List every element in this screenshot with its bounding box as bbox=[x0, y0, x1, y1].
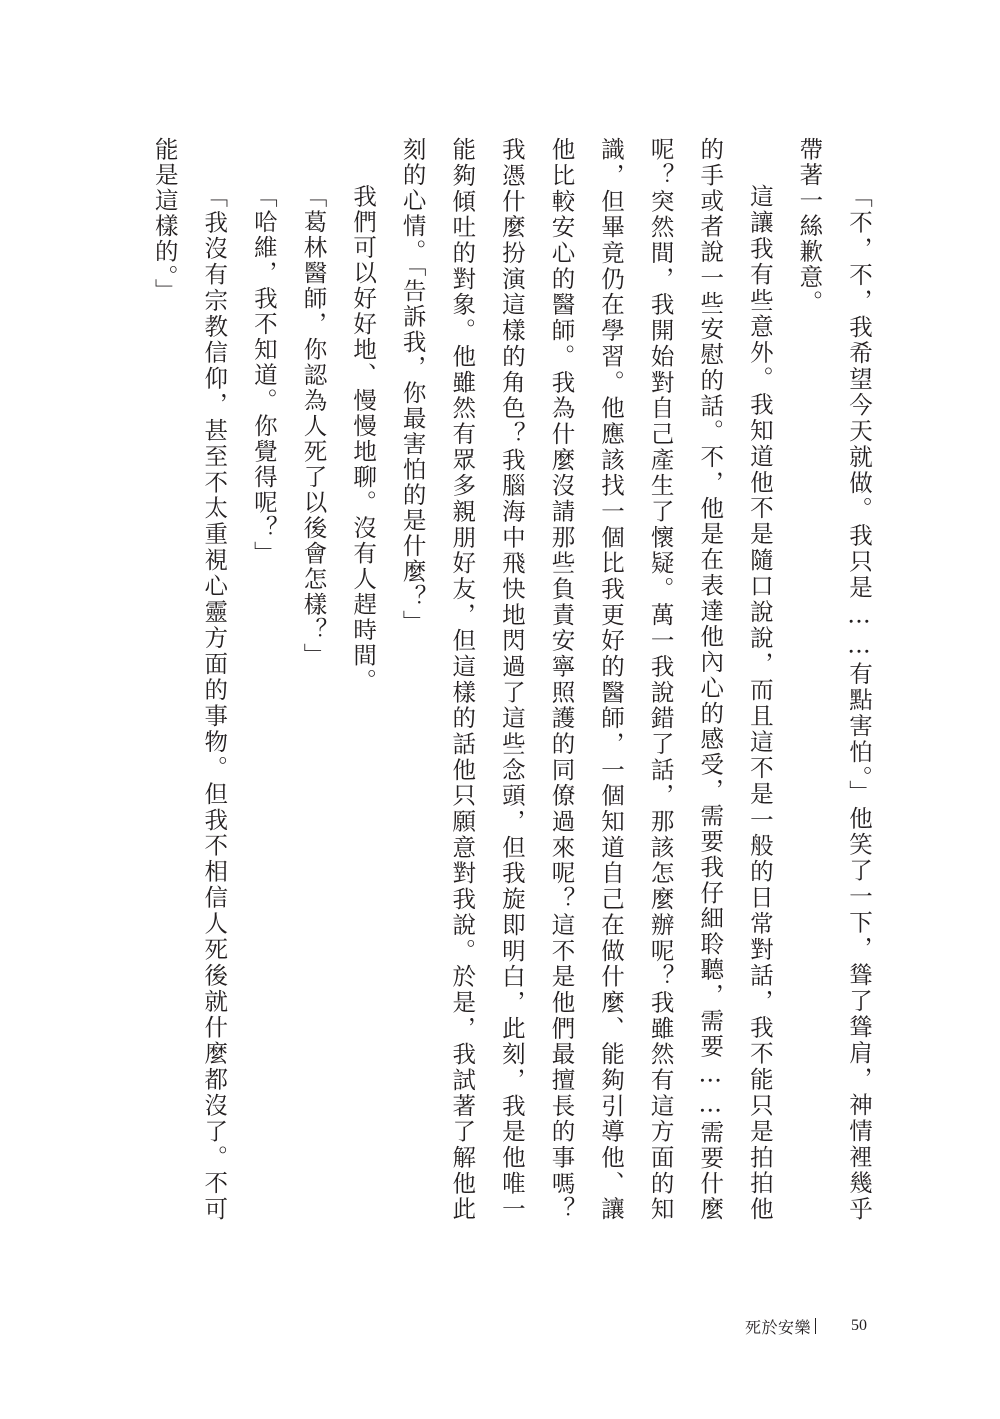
paragraph-4: 「葛林醫師，你認為人死了以後會怎樣？」 bbox=[299, 184, 328, 669]
paragraph-6: 「我沒有宗教信仰，甚至不太重視心靈方面的事物。但我不相信人死後就什麼都沒了。不可能是這樣的。」 bbox=[150, 137, 229, 1222]
paragraph-1: 「不，不，我希望今天就做。我只是……有點害怕。」他笑了一下，聳了聳肩，神情裡幾乎帶著一絲歉意。 bbox=[795, 137, 873, 1222]
running-footer bbox=[745, 1314, 816, 1338]
paragraph-3: 我們可以好好地、慢慢地聊。沒有人趕時間。 bbox=[349, 184, 378, 694]
paragraph-5: 「哈維，我不知道。你覺得呢？」 bbox=[249, 184, 278, 567]
page-number: 50 bbox=[851, 1317, 867, 1334]
book-title: 死於安樂 bbox=[745, 1317, 812, 1337]
footer-separator bbox=[815, 1318, 816, 1334]
body-text bbox=[139, 137, 883, 1222]
paragraph-2: 這讓我有些意外。我知道他不是隨口說說，而且這不是一般的日常對話，我不能只是拍拍他的手或者說一些安慰的話。不，他是在表達他內心的感受，需要我仔細聆聽，需要……需要什麼呢？突然間，我開始對自己產生了懷疑。萬一我說錯了話，那該怎麼辦呢？我雖然有這方面的知識，但畢竟仍在學習。他應該找一個比我更好的醫師，一個知道自己在做什麼、能夠引導他、讓他比較安心的醫師。我為什麼沒請那些負責安寧照護的同僚過來呢？這不是他們最擅長的事嗎？我憑什麼扮演這樣的角色？我腦海中飛快地閃過了這些念頭，但我旋即明白，此刻，我是他唯一能夠傾吐的對象。他雖然有眾多親朋好友，但這樣的話他只願意對我說。於是，我試著了解他此刻的心情。「告訴我，你最害怕的是什麼？」 bbox=[398, 137, 774, 1222]
